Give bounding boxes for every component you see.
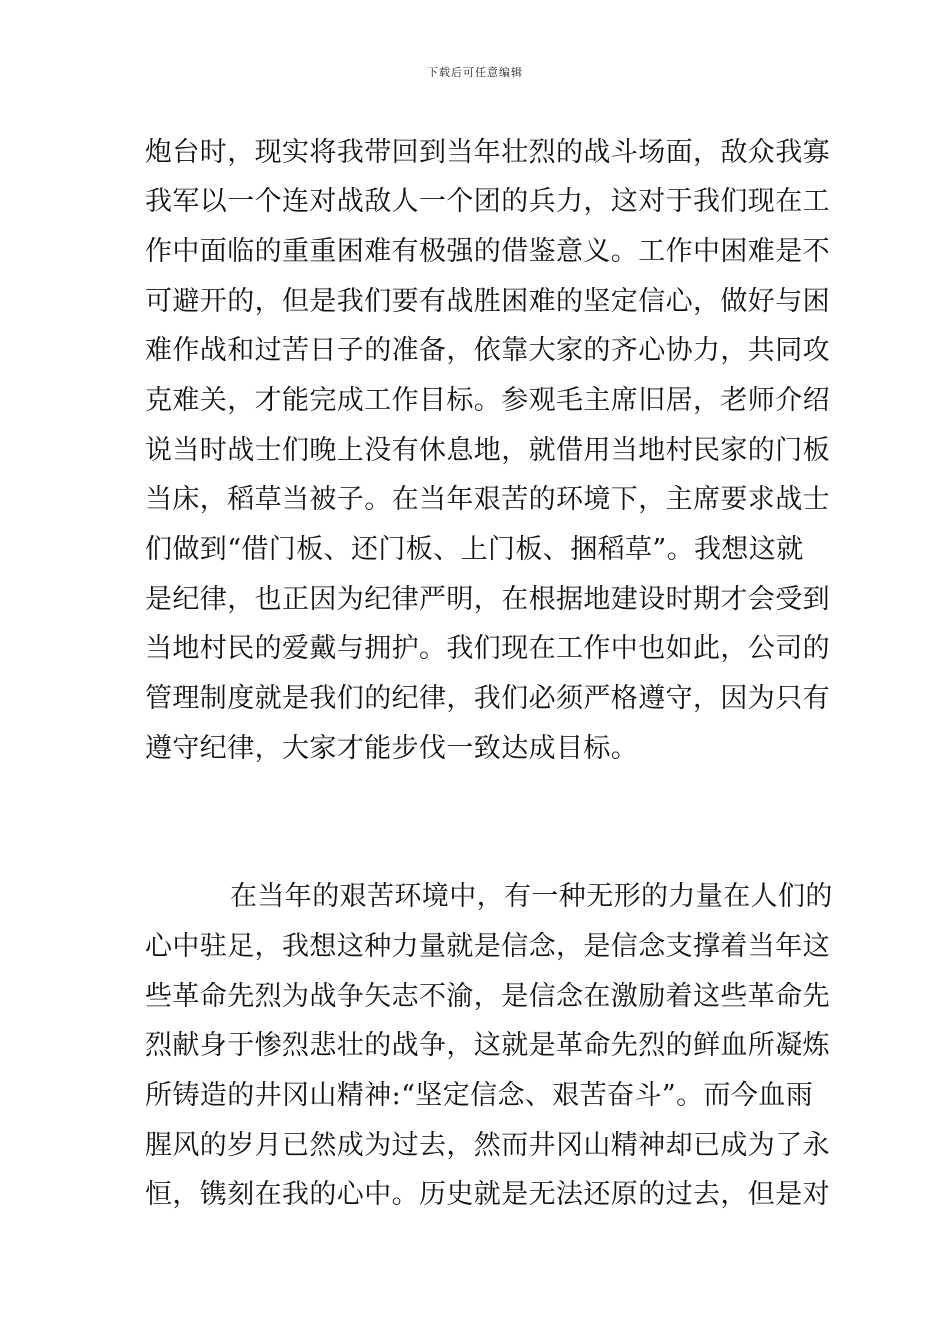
paragraph-line: 所铸造的井冈山精神:“坚定信念、艰苦奋斗”。而今血雨 [145,1080,814,1111]
paragraph-line: 腥风的岁月已然成为过去，然而井冈山精神却已成为了永 [145,1130,830,1161]
paragraph-line: 我军以一个连对战敌人一个团的兵力，这对于我们现在工 [145,186,830,217]
paragraph-line: 在当年的艰苦环境中，有一种无形的力量在人们的 [230,881,833,912]
paragraph-line: 是纪律，也正因为纪律严明，在根据地建设时期才会受到 [145,584,830,615]
paragraph-line: 难作战和过苦日子的准备，依靠大家的齐心协力，共同攻 [145,335,830,366]
paragraph-line: 管理制度就是我们的纪律，我们必须严格遵守，因为只有 [145,683,830,714]
page-header: 下载后可任意编辑 [427,66,523,79]
paragraph-line: 作中面临的重重困难有极强的借鉴意义。工作中困难是不 [145,236,830,267]
paragraph-line: 当地村民的爱戴与拥护。我们现在工作中也如此，公司的 [145,633,830,664]
paragraph-line: 恒，镌刻在我的心中。历史就是无法还原的过去，但是对 [145,1179,830,1210]
paragraph-line: 克难关，才能完成工作目标。参观毛主席旧居，老师介绍 [145,385,830,416]
paragraph-line: 心中驻足，我想这种力量就是信念，是信念支撑着当年这 [145,931,830,962]
paragraph-line: 炮台时，现实将我带回到当年壮烈的战斗场面，敌众我寡 [145,137,830,168]
paragraph-line: 说当时战士们晚上没有休息地，就借用当地村民家的门板 [145,435,830,466]
paragraph-line: 些革命先烈为战争矢志不渝，是信念在激励着这些革命先 [145,981,830,1012]
paragraph-line: 可避开的，但是我们要有战胜困难的坚定信心，做好与困 [145,286,830,317]
paragraph-line: 们做到“借门板、还门板、上门板、捆稻草”。我想这就 [145,534,804,565]
paragraph-line: 当床，稻草当被子。在当年艰苦的环境下，主席要求战士 [145,484,830,515]
paragraph-line: 遵守纪律，大家才能步伐一致达成目标。 [145,733,639,764]
paragraph-line: 烈献身于惨烈悲壮的战争，这就是革命先烈的鲜血所凝炼 [145,1030,830,1061]
